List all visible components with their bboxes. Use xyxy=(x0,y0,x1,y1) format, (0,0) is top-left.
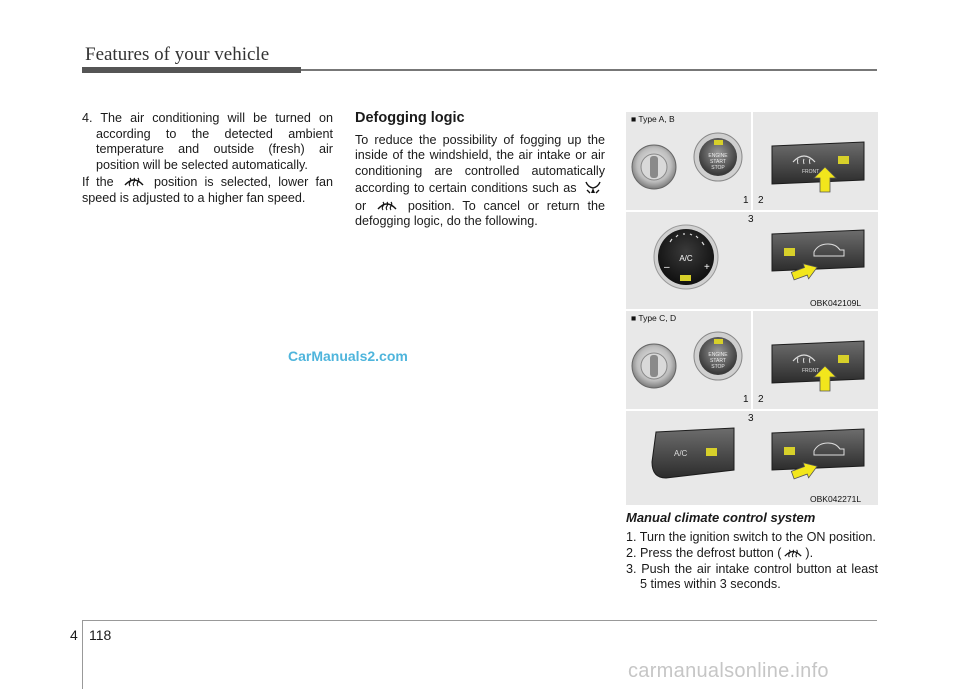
footer-vertical-rule xyxy=(82,620,83,689)
column-1 xyxy=(82,111,333,206)
step-1: 1. Turn the ignition switch to the ON position. xyxy=(626,529,876,544)
fan-speed-paragraph: If the position is selected, lower fan speed is adjusted to a higher fan speed. xyxy=(82,175,333,205)
ac-knob xyxy=(654,225,718,289)
recirculation-button xyxy=(772,429,864,483)
column-2 xyxy=(355,111,605,230)
front-defrost-button xyxy=(772,341,864,391)
stop-label: STOP xyxy=(711,364,725,370)
page-number: 118 xyxy=(89,627,112,643)
callout-3: 3 xyxy=(748,214,754,225)
callout-1: 1 xyxy=(743,394,749,405)
defrost-icon xyxy=(123,173,145,189)
type-ab-label: ■ Type A, B xyxy=(631,114,675,124)
engine-label: ENGINE xyxy=(708,352,728,358)
figure-code-top: OBK042109L xyxy=(810,298,862,308)
stop-label: STOP xyxy=(711,165,725,171)
start-label: START xyxy=(710,159,726,165)
manual-climate-heading: Manual climate control system xyxy=(626,510,816,525)
chapter-number: 4 xyxy=(70,627,78,643)
engine-label: ENGINE xyxy=(708,153,728,159)
step-2: 2. Press the defrost button ( ). xyxy=(626,546,814,560)
defogging-paragraph: To reduce the possibility of fogging up the inside of the windshield, the air intake or air conditioning are controlled automatically according to certain conditions such as or position. To cancel or return the defogging logic, do the following. xyxy=(355,132,606,228)
front-label: FRONT xyxy=(802,169,820,175)
ac-label: A/C xyxy=(674,449,688,458)
type-cd-section xyxy=(626,310,878,504)
header-bar xyxy=(82,67,301,73)
defogging-heading: Defogging logic xyxy=(355,110,465,126)
ignition-key-cylinder xyxy=(632,344,676,388)
callout-1: 1 xyxy=(743,195,749,206)
callout-2: 2 xyxy=(758,394,764,405)
step-3: 3. Push the air intake control button at least 5 times within 3 seconds. xyxy=(626,561,878,591)
front-defrost-button xyxy=(772,142,864,192)
callout-2: 2 xyxy=(758,195,764,206)
ignition-key-cylinder xyxy=(632,145,676,189)
knob-minus: – xyxy=(664,262,670,273)
column-3 xyxy=(626,510,878,593)
watermark-bottom: carmanualsonline.info xyxy=(628,660,829,682)
watermark-center: CarManuals2.com xyxy=(288,348,408,364)
type-ab-section xyxy=(626,112,878,308)
recirculation-button xyxy=(772,230,864,284)
knob-plus: + xyxy=(704,262,710,273)
engine-start-stop-button xyxy=(694,332,742,380)
header-rule xyxy=(301,69,877,71)
ac-label: A/C xyxy=(679,254,693,263)
climate-control-figure xyxy=(626,112,878,505)
type-cd-label: ■ Type C, D xyxy=(631,313,677,323)
engine-start-stop-button xyxy=(694,133,742,181)
step-4: 4. The air conditioning will be turned on according to the detected ambient temperature and outside (fresh) air position will be selected automatically. xyxy=(82,111,333,172)
section-title: Features of your vehicle xyxy=(85,44,270,65)
footer-rule xyxy=(82,620,877,621)
callout-3: 3 xyxy=(748,413,754,424)
floor-defrost-icon xyxy=(583,179,603,195)
front-label: FRONT xyxy=(802,368,820,374)
figure-code-bottom: OBK042271L xyxy=(810,494,862,504)
defrost-icon xyxy=(376,197,398,213)
ac-button xyxy=(652,428,734,478)
start-label: START xyxy=(710,358,726,364)
defrost-icon xyxy=(783,545,803,560)
